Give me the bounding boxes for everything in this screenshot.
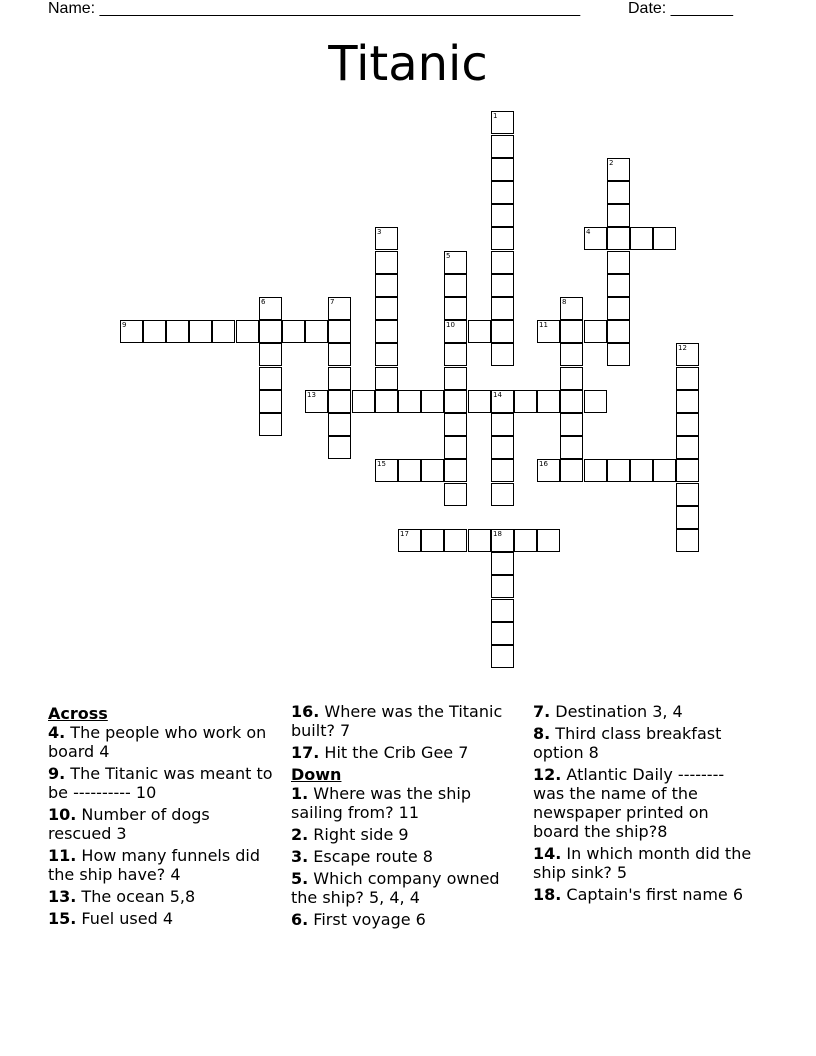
crossword-cell[interactable] <box>328 367 351 390</box>
clue-item-number: 16. <box>291 702 320 721</box>
crossword-cell[interactable] <box>560 390 583 413</box>
crossword-cell[interactable] <box>491 227 514 250</box>
crossword-cell[interactable] <box>491 622 514 645</box>
clue-number: 1 <box>493 112 498 120</box>
crossword-cell[interactable] <box>491 343 514 366</box>
crossword-cell[interactable] <box>560 459 583 482</box>
crossword-cell[interactable] <box>491 436 514 459</box>
clue-item-number: 13. <box>48 887 77 906</box>
crossword-cell[interactable] <box>398 459 421 482</box>
clue-number: 3 <box>377 228 382 236</box>
clue-number: 12 <box>678 344 687 352</box>
crossword-cell[interactable] <box>491 320 514 343</box>
crossword-cell[interactable] <box>305 320 328 343</box>
crossword-cell[interactable] <box>491 413 514 436</box>
name-field[interactable]: Name: ______________________________________________________ <box>48 0 581 17</box>
clue-item-text: How many funnels did the ship have? 4 <box>48 846 261 884</box>
crossword-cell[interactable] <box>676 483 699 506</box>
clue-item-text: Atlantic Daily -------- was the name of the newspaper printed on board the ship?8 <box>533 765 725 841</box>
crossword-cell[interactable] <box>630 227 653 250</box>
clues-column-2 <box>291 702 516 932</box>
crossword-cell[interactable] <box>375 274 398 297</box>
clue-item <box>533 724 758 762</box>
crossword-cell[interactable] <box>491 158 514 181</box>
crossword-cell[interactable] <box>607 297 630 320</box>
clue-number: 11 <box>539 321 548 329</box>
crossword-cell[interactable] <box>537 390 560 413</box>
clue-item-number: 8. <box>533 724 551 743</box>
crossword-cell[interactable] <box>607 251 630 274</box>
crossword-cell[interactable] <box>143 320 166 343</box>
crossword-cell[interactable] <box>491 599 514 622</box>
clue-item <box>48 764 273 802</box>
crossword-cell[interactable] <box>259 343 282 366</box>
clue-number: 15 <box>377 460 386 468</box>
clue-item-text: Which company owned the ship? 5, 4, 4 <box>291 869 500 907</box>
crossword-cell[interactable] <box>444 529 467 552</box>
clue-item-text: The ocean 5,8 <box>76 887 196 906</box>
clue-number: 2 <box>609 159 614 167</box>
crossword-cell[interactable] <box>607 343 630 366</box>
crossword-cell[interactable] <box>560 320 583 343</box>
clue-item <box>48 909 273 928</box>
crossword-cell[interactable] <box>584 459 607 482</box>
crossword-cell[interactable] <box>584 320 607 343</box>
down-heading: Down <box>291 765 342 784</box>
crossword-cell[interactable] <box>166 320 189 343</box>
crossword-cell[interactable] <box>491 251 514 274</box>
crossword-cell[interactable] <box>352 390 375 413</box>
crossword-cell[interactable] <box>444 390 467 413</box>
clue-item <box>533 844 758 882</box>
clue-item-text: In which month did the ship sink? 5 <box>533 844 752 882</box>
crossword-cell[interactable] <box>398 390 421 413</box>
crossword-cell[interactable] <box>491 181 514 204</box>
clue-item <box>291 910 516 929</box>
crossword-cell[interactable] <box>375 251 398 274</box>
crossword-cell[interactable] <box>676 390 699 413</box>
clue-item-number: 5. <box>291 869 309 888</box>
clue-number: 9 <box>122 321 127 329</box>
crossword-cell[interactable] <box>328 320 351 343</box>
crossword-cell[interactable] <box>630 459 653 482</box>
crossword-cell[interactable] <box>444 436 467 459</box>
crossword-cell[interactable] <box>421 459 444 482</box>
crossword-cell[interactable] <box>676 413 699 436</box>
clue-item-number: 6. <box>291 910 309 929</box>
crossword-cell[interactable] <box>676 506 699 529</box>
clue-item-text: Hit the Crib Gee 7 <box>319 743 469 762</box>
crossword-cell[interactable] <box>653 227 676 250</box>
clue-item-number: 1. <box>291 784 309 803</box>
clue-item-number: 15. <box>48 909 77 928</box>
crossword-cell[interactable] <box>607 204 630 227</box>
clue-item-text: The people who work on board 4 <box>48 723 267 761</box>
clue-number: 17 <box>400 530 409 538</box>
crossword-cell[interactable] <box>607 227 630 250</box>
crossword-cell[interactable] <box>491 204 514 227</box>
date-field[interactable]: Date: _______ <box>628 0 733 17</box>
clue-item-number: 3. <box>291 847 309 866</box>
crossword-cell[interactable] <box>491 552 514 575</box>
clue-item <box>48 846 273 884</box>
crossword-cell[interactable] <box>491 135 514 158</box>
crossword-cell[interactable] <box>676 436 699 459</box>
across-clue-list <box>48 723 273 928</box>
crossword-cell[interactable] <box>676 529 699 552</box>
crossword-cell[interactable] <box>328 436 351 459</box>
crossword-cell[interactable] <box>212 320 235 343</box>
crossword-cell[interactable] <box>375 343 398 366</box>
clue-item-text: Where was the ship sailing from? 11 <box>291 784 471 822</box>
clue-item-text: The Titanic was meant to be ---------- 10 <box>48 764 273 802</box>
crossword-cell[interactable] <box>282 320 305 343</box>
clue-item <box>48 887 273 906</box>
clue-item-number: 11. <box>48 846 77 865</box>
clues-column-3 <box>533 702 758 907</box>
clue-item-number: 2. <box>291 825 309 844</box>
crossword-cell[interactable] <box>514 390 537 413</box>
clue-item-number: 9. <box>48 764 66 783</box>
crossword-cell[interactable] <box>607 320 630 343</box>
clue-number: 5 <box>446 252 451 260</box>
crossword-cell[interactable] <box>491 274 514 297</box>
clue-item-number: 14. <box>533 844 562 863</box>
crossword-cell[interactable] <box>375 390 398 413</box>
crossword-cell[interactable] <box>375 320 398 343</box>
crossword-cell[interactable] <box>468 390 491 413</box>
clue-item <box>48 723 273 761</box>
crossword-cell[interactable] <box>491 575 514 598</box>
crossword-cell[interactable] <box>328 390 351 413</box>
crossword-cell[interactable] <box>421 529 444 552</box>
crossword-cell[interactable] <box>444 297 467 320</box>
clue-number: 18 <box>493 530 502 538</box>
clue-item-text: Right side 9 <box>308 825 409 844</box>
crossword-cell[interactable] <box>375 367 398 390</box>
clue-item-text: Number of dogs rescued 3 <box>48 805 210 843</box>
crossword-cell[interactable] <box>259 320 282 343</box>
crossword-cell[interactable] <box>491 459 514 482</box>
clue-item-text: Third class breakfast option 8 <box>533 724 722 762</box>
clue-item <box>291 743 516 762</box>
clue-item <box>533 765 758 841</box>
clue-number: 10 <box>446 321 455 329</box>
clue-item <box>533 885 758 904</box>
clue-item-text: Fuel used 4 <box>76 909 174 928</box>
crossword-cell[interactable] <box>607 181 630 204</box>
crossword-cell[interactable] <box>375 297 398 320</box>
clue-item-number: 4. <box>48 723 66 742</box>
clue-item-text: Escape route 8 <box>308 847 433 866</box>
clue-item <box>533 702 758 721</box>
clue-item-number: 12. <box>533 765 562 784</box>
crossword-cell[interactable] <box>537 529 560 552</box>
clue-item <box>48 805 273 843</box>
crossword-cell[interactable] <box>560 413 583 436</box>
crossword-cell[interactable] <box>444 367 467 390</box>
clues-column-1 <box>48 702 273 931</box>
clue-number: 7 <box>330 298 335 306</box>
down-clue-list <box>291 784 516 929</box>
crossword-cell[interactable] <box>468 320 491 343</box>
clue-item <box>291 702 516 740</box>
clue-item-number: 17. <box>291 743 320 762</box>
crossword-cell[interactable] <box>259 413 282 436</box>
clue-number: 4 <box>586 228 591 236</box>
clue-item-number: 10. <box>48 805 77 824</box>
crossword-cell[interactable] <box>259 390 282 413</box>
clue-item <box>291 869 516 907</box>
clue-number: 16 <box>539 460 548 468</box>
clue-number: 13 <box>307 391 316 399</box>
crossword-cell[interactable] <box>259 367 282 390</box>
clue-item <box>291 847 516 866</box>
crossword-cell[interactable] <box>653 459 676 482</box>
crossword-cell[interactable] <box>676 459 699 482</box>
crossword-cell[interactable] <box>328 343 351 366</box>
across-heading: Across <box>48 704 108 723</box>
crossword-cell[interactable] <box>676 367 699 390</box>
clue-item-text: Where was the Titanic built? 7 <box>291 702 503 740</box>
crossword-cell[interactable] <box>607 274 630 297</box>
clue-number: 14 <box>493 391 502 399</box>
crossword-cell[interactable] <box>560 343 583 366</box>
crossword-cell[interactable] <box>607 459 630 482</box>
clue-item-number: 7. <box>533 702 551 721</box>
clue-item <box>291 825 516 844</box>
crossword-cell[interactable] <box>189 320 212 343</box>
crossword-cell[interactable] <box>468 529 491 552</box>
crossword-cell[interactable] <box>514 529 537 552</box>
crossword-cell[interactable] <box>236 320 259 343</box>
clue-item-text: Destination 3, 4 <box>550 702 683 721</box>
crossword-cell[interactable] <box>421 390 444 413</box>
clue-item-text: First voyage 6 <box>308 910 426 929</box>
clue-number: 6 <box>261 298 266 306</box>
clue-item-text: Captain's first name 6 <box>561 885 744 904</box>
crossword-cell[interactable] <box>491 645 514 668</box>
crossword-cell[interactable] <box>444 274 467 297</box>
crossword-cell[interactable] <box>444 459 467 482</box>
crossword-cell[interactable] <box>491 297 514 320</box>
page-title: Titanic <box>328 36 488 92</box>
crossword-cell[interactable] <box>444 483 467 506</box>
across-clue-list-continued <box>291 702 516 762</box>
crossword-cell[interactable] <box>444 413 467 436</box>
crossword-cell[interactable] <box>491 483 514 506</box>
down-clue-list-continued <box>533 702 758 904</box>
crossword-cell[interactable] <box>444 343 467 366</box>
clue-item-number: 18. <box>533 885 562 904</box>
crossword-cell[interactable] <box>584 390 607 413</box>
clue-item <box>291 784 516 822</box>
crossword-cell[interactable] <box>560 436 583 459</box>
crossword-cell[interactable] <box>328 413 351 436</box>
crossword-cell[interactable] <box>560 367 583 390</box>
clue-number: 8 <box>562 298 567 306</box>
